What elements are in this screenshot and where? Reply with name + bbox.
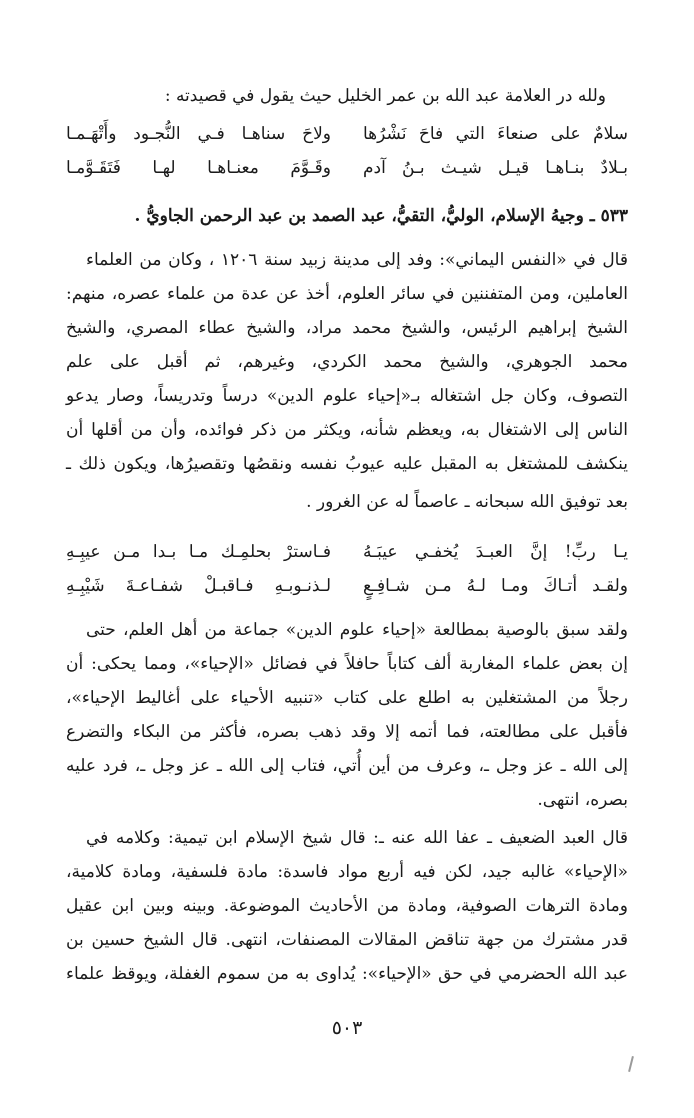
verse-first-hemistich: بـلادٌ بنـاهـا قيـل شيـث بـنُ آدم — [363, 158, 628, 178]
verse-second-hemistich: ولاحَ سناهـا فـي النُّجـود وأَتْهَـمـا — [66, 124, 331, 144]
biography-entry — [66, 204, 628, 524]
intro-paragraph — [66, 84, 628, 112]
text-line: قال في «النفس اليماني»: وفد إلى مدينة زبيد سنة ١٢٠٦ ، وكان من العلماء — [86, 250, 628, 270]
text-line: إن بعض علماء المغاربة ألف كتاباً حافلاً في فضائل «الإحياء»، ومما يحكى: أن — [66, 654, 628, 674]
text-line: رجلاً من المشتغلين به اطلع على كتاب «تنبيه الأحياء على أغاليط الإحياء»، — [66, 688, 628, 708]
text-line: عبد الله الحضرمي في حق «الإحياء»: يُداوى به من سموم الغفلة، ويوقظ علماء — [66, 964, 628, 984]
text-line: ولقد سبق بالوصية بمطالعة «إحياء علوم الدين» جماعة من أهل العلم، حتى — [86, 620, 628, 640]
text-line: الشيخ إبراهيم الرئيس، والشيخ محمد مراد، والشيخ عطاء المصري، والشيخ — [66, 318, 628, 338]
text-line: ينكشف للمشتغل به المقبل عليه عيوبُ نفسه ونقصُها وتقصيرُها، ويكون ذلك ـ — [66, 454, 628, 474]
text-line: ومادة الترهات الصوفية، ومادة من الأحاديث الموضوعة. وبينه وبين ابن عقيل — [66, 896, 628, 916]
verse-first-hemistich: سلامٌ على صنعاءَ التي فاحَ نَشْرُها — [363, 124, 628, 144]
poem-couplets — [66, 122, 628, 192]
text-line: «الإحياء» غالبه جيد، لكن فيه أربع مواد فاسدة: مادة فلسفية، ومادة كلامية، — [66, 862, 628, 882]
text-line: إلى الله ـ عز وجل ـ، وعرف من أين أُتي، فتاب إلى الله ـ عز وجل ـ، فرد عليه — [66, 756, 628, 776]
text-line: محمد الجوهري، والشيخ محمد الكردي، وغيرهم، ثم أقبل على علم — [66, 352, 628, 372]
text-line: بصره، انتهى. — [537, 790, 628, 810]
margin-mark — [628, 1056, 634, 1072]
verse-first-hemistich: يـا ربِّ! إنَّ العبـدَ يُخفـي عيبَـهُ — [363, 542, 628, 562]
verse-second-hemistich: فـاسترْ بحلمِـك مـا بـدا مـن عيبِـهِ — [66, 542, 331, 562]
text-line: ولله در العلامة عبد الله بن عمر الخليل حيث يقول في قصيدته : — [164, 86, 606, 106]
text-line: قدر مشترك من جهة تناقض المقالات المصنفات، انتهى. قال الشيخ حسين بن — [66, 930, 628, 950]
text-line: التصوف، وكان جل اشتغاله بـ«إحياء علوم الدين» درساً وتدريساً، وصار يدعو — [66, 386, 628, 406]
text-line: الناس إلى الاشتغال به، ويعظم شأنه، ويكثر من ذكر فوائده، وأن من أقلها أن — [66, 420, 628, 440]
verse-first-hemistich: ولقـد أتـاكَ ومـا لـهُ مـن شـافِـعٍ — [363, 576, 628, 596]
text-line: قال العبد الضعيف ـ عفا الله عنه ـ: قال شيخ الإسلام ابن تيمية: وكلامه في — [86, 828, 628, 848]
text-line: فأقبل على مطالعته، فما أتمه إلا وقد ذهب بصره، فأكثر من البكاء والتضرع — [66, 722, 628, 742]
text-line: بعد توفيق الله سبحانه ـ عاصماً له عن الغرور . — [306, 492, 628, 512]
verse-second-hemistich: وقَـوَّمَ معنـاهـا لهـا فَتَقَـوَّمـا — [66, 158, 331, 178]
page-number: ٥٠٣ — [331, 1017, 363, 1039]
commentary-paragraph — [66, 826, 628, 1006]
text-line: العاملين، ومن المتفننين في سائر العلوم، أخذ عن عدة من علماء عصره، منهم: — [66, 284, 628, 304]
commentary-paragraph — [66, 618, 628, 828]
poem-couplets — [66, 540, 628, 610]
entry-heading: ٥٣٣ ـ وجيهُ الإسلام، الوليُّ، التقيُّ، عبد الصمد بن عبد الرحمن الجاويُّ . — [134, 206, 628, 226]
verse-second-hemistich: لـذنـوبـهِ فـاقبـلْ شفـاعـةَ شَيْبِـهِ — [66, 576, 331, 596]
